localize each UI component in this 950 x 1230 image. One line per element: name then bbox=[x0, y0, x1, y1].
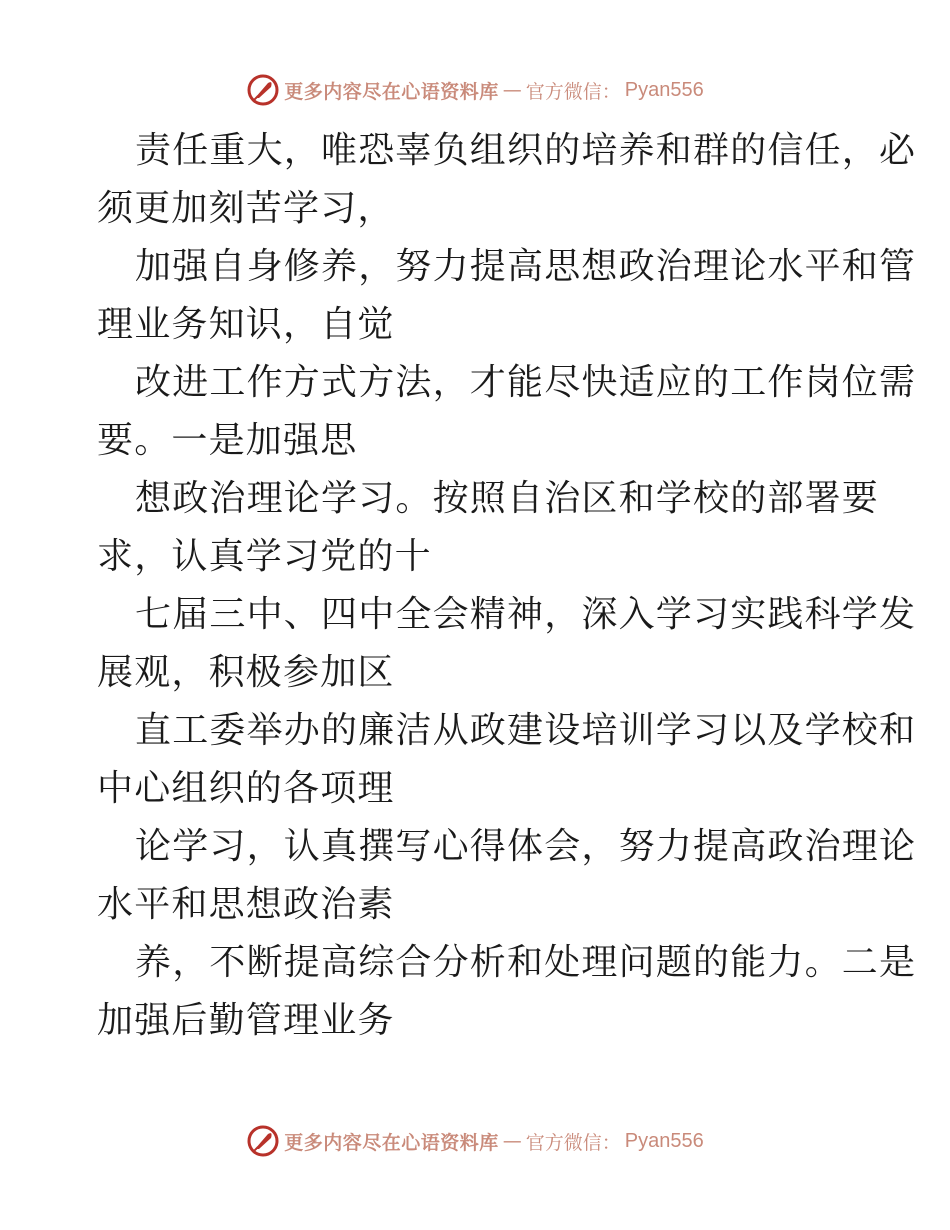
body-line: 展观，积极参加区 bbox=[97, 652, 395, 693]
feather-pen-circle-logo-icon bbox=[246, 73, 280, 107]
body-line: 中心组织的各项理 bbox=[97, 768, 395, 809]
body-line: 七届三中、四中全会精神，深入学习实践科学发 bbox=[135, 594, 917, 635]
body-line: 水平和思想政治素 bbox=[97, 884, 395, 925]
body-line: 要。一是加强思 bbox=[97, 420, 358, 461]
body-line: 想政治理论学习。按照自治区和学校的部署要 bbox=[135, 478, 880, 519]
footer-watermark-banner bbox=[0, 1121, 950, 1161]
body-line: 责任重大，唯恐辜负组织的培养和群的信任，必 bbox=[135, 130, 917, 171]
body-line: 论学习，认真撰写心得体会，努力提高政治理论 bbox=[135, 826, 917, 867]
body-line: 直工委举办的廉洁从政建设培训学习以及学校和 bbox=[135, 710, 917, 751]
body-line: 理业务知识，自觉 bbox=[97, 304, 395, 345]
banner-site-name: 更多内容尽在心语资料库 bbox=[284, 1131, 499, 1154]
header-watermark-banner bbox=[0, 70, 950, 110]
banner-dash: — bbox=[502, 79, 522, 101]
body-line: 养，不断提高综合分析和处理问题的能力。二是 bbox=[135, 942, 917, 983]
banner-wechat-id: Pyan556 bbox=[624, 1129, 704, 1152]
banner-dash: — bbox=[502, 1130, 522, 1152]
body-line: 加强自身修养，努力提高思想政治理论水平和管 bbox=[135, 246, 917, 287]
body-line: 加强后勤管理业务 bbox=[97, 1000, 395, 1041]
banner-site-name: 更多内容尽在心语资料库 bbox=[284, 80, 499, 103]
body-line: 求，认真学习党的十 bbox=[97, 536, 432, 577]
banner-wechat-label: 官方微信： bbox=[525, 1131, 621, 1154]
body-line: 改进工作方式方法，才能尽快适应的工作岗位需 bbox=[135, 362, 917, 403]
banner-wechat-id: Pyan556 bbox=[624, 78, 704, 101]
body-line: 须更加刻苦学习， bbox=[97, 188, 395, 229]
feather-pen-circle-logo-icon bbox=[246, 1124, 280, 1158]
document-body bbox=[97, 122, 917, 1050]
banner-wechat-label: 官方微信： bbox=[525, 80, 621, 103]
